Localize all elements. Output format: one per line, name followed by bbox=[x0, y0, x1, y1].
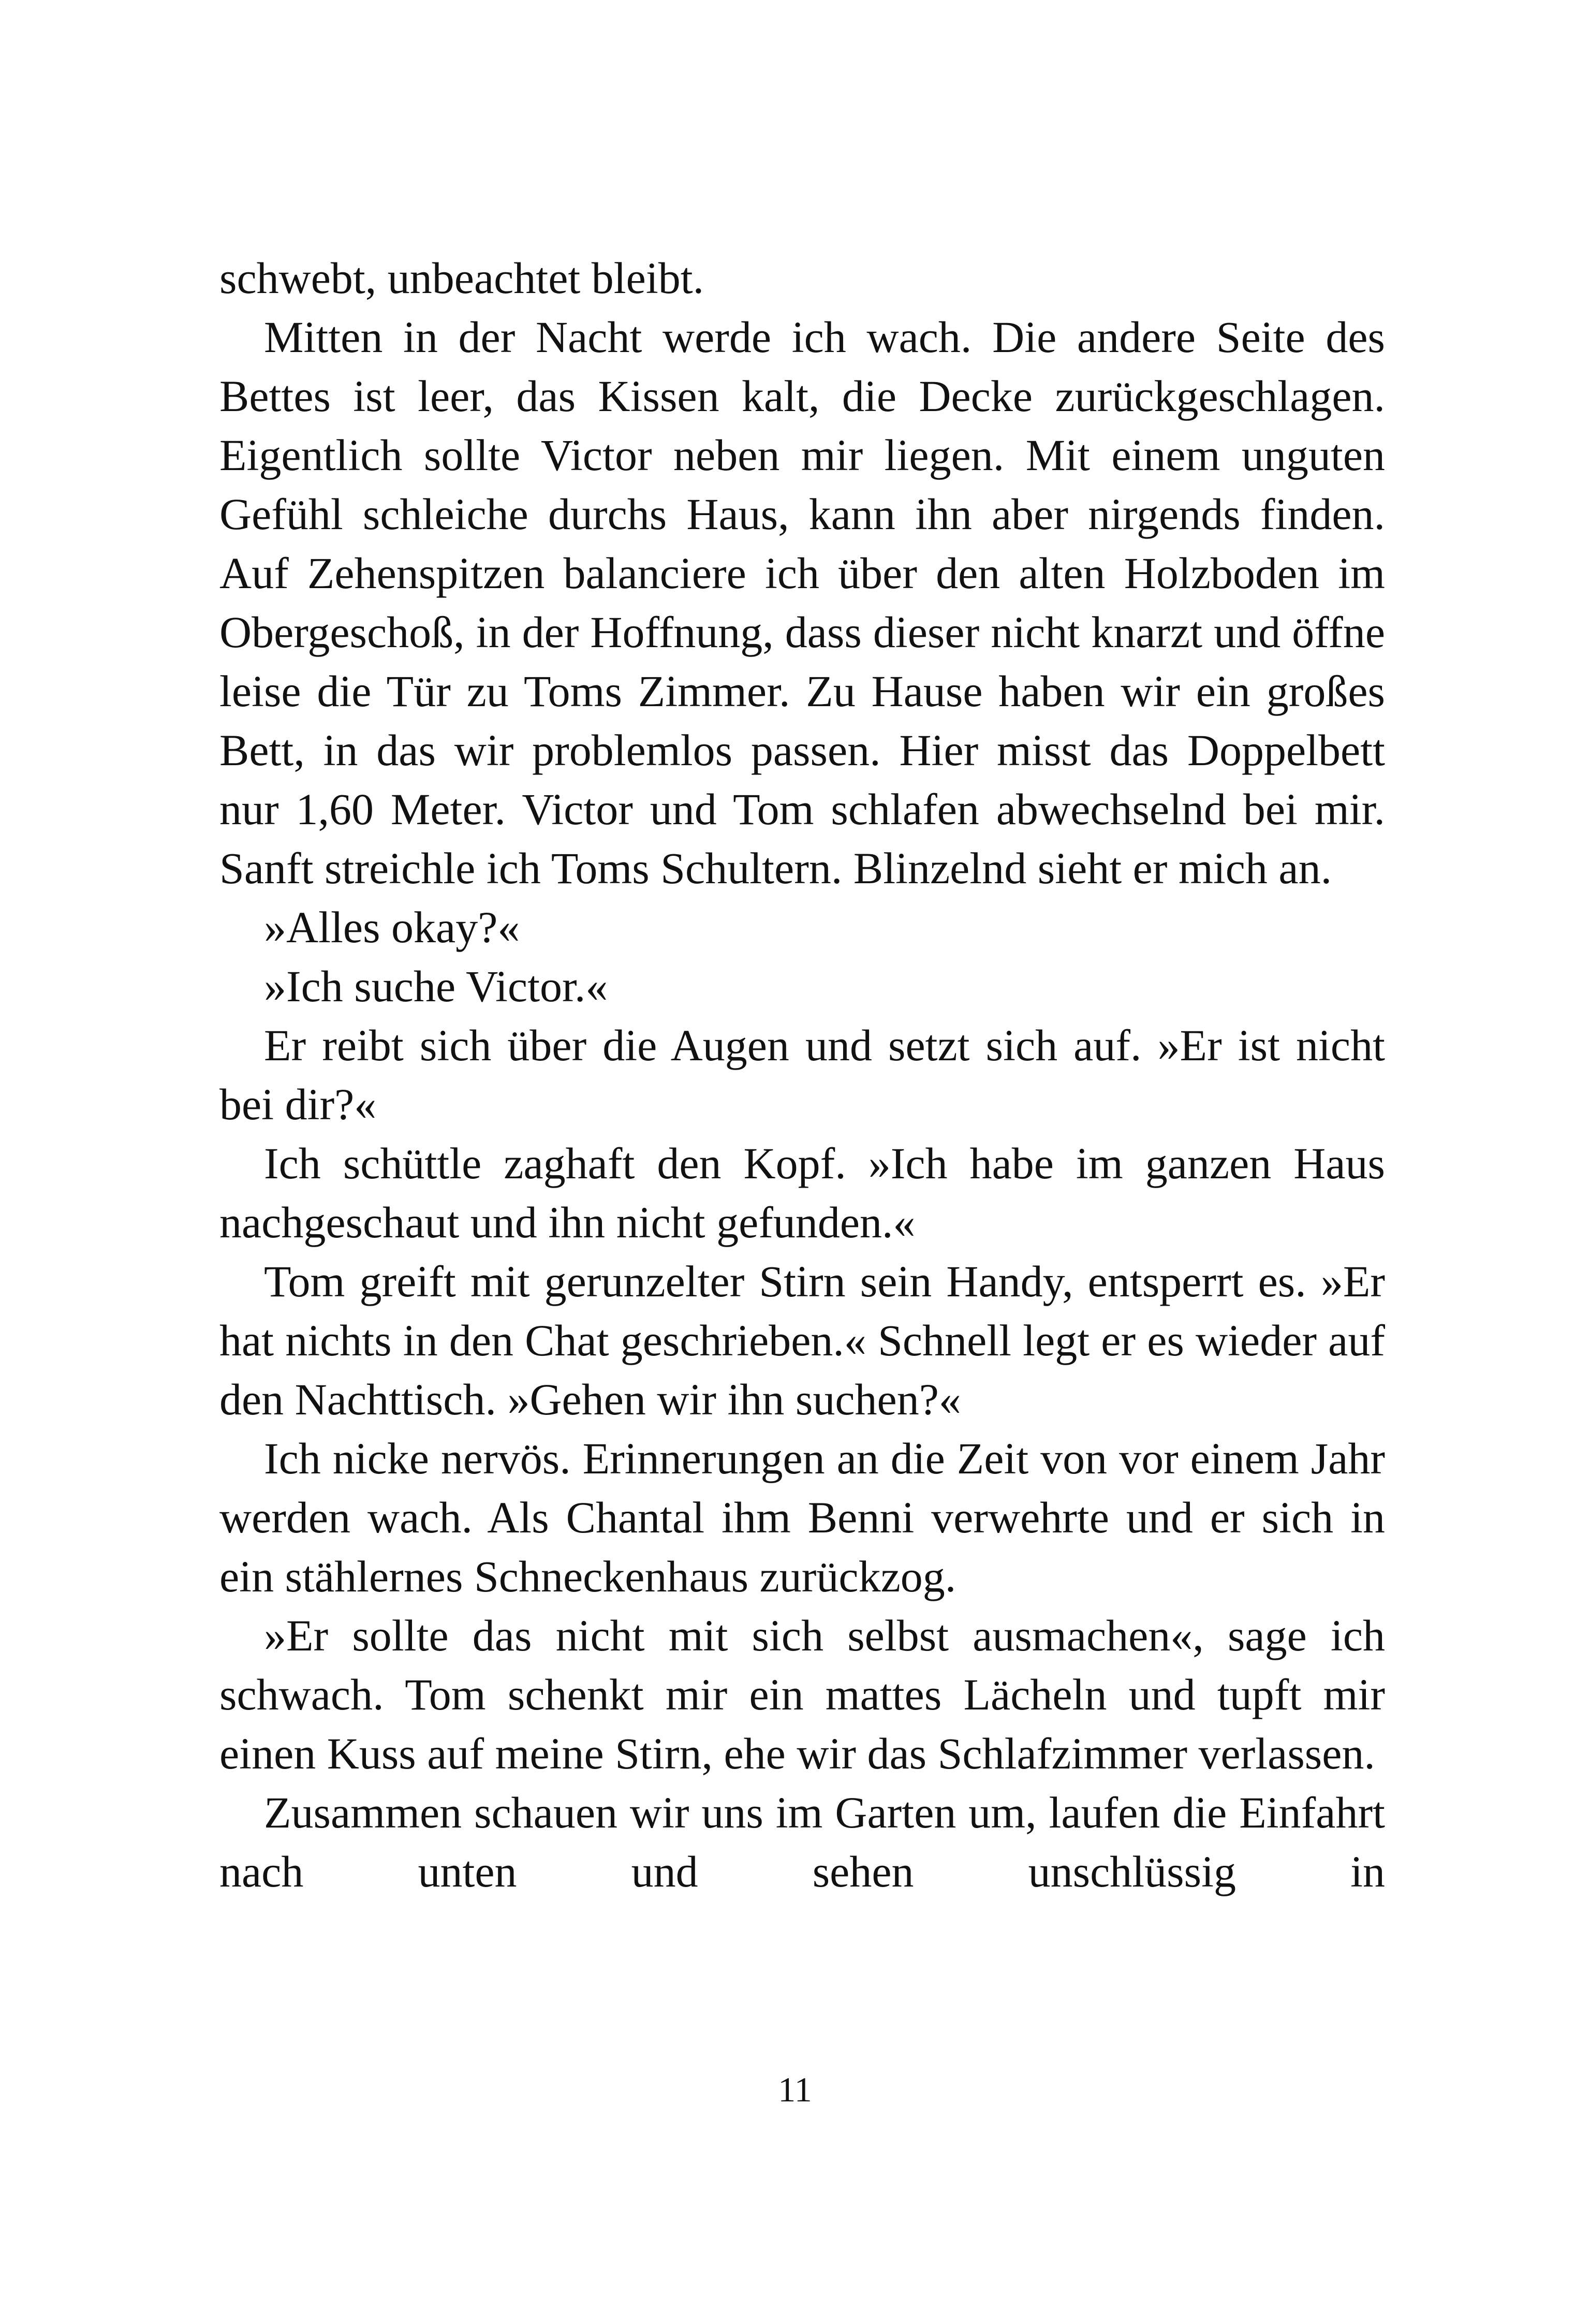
paragraph-4: »Ich suche Victor.« bbox=[264, 961, 608, 1011]
body-text bbox=[219, 249, 1385, 1901]
paragraph-6: Ich schüttle zaghaft den Kopf. »Ich habe im ganzen Haus nachgeschaut und ihn nicht gefunden.« bbox=[219, 1138, 1385, 1247]
paragraph-8: Ich nicke nervös. Erinnerungen an die Zeit von vor einem Jahr werden wach. Als Chantal ihm Benni verwehrte und er sich in ein stählernes Schneckenhaus zurückzog. bbox=[219, 1434, 1385, 1601]
paragraph-2: Mitten in der Nacht werde ich wach. Die andere Seite des Bettes ist leer, das Kissen kalt, die Decke zurückgeschlagen. Eigentlich sollte Victor neben mir liegen. Mit einem unguten Gefühl schleiche durchs Haus, kann ihn aber nirgends finden. Auf Zehenspitzen balanciere ich über den alten Holzboden im Obergeschoß, in der Hoffnung, dass dieser nicht knarzt und öffne leise die Tür zu Toms Zimmer. Zu Hause haben wir ein großes Bett, in das wir problemlos passen. Hier misst das Doppelbett nur 1,60 Meter. Victor und Tom schlafen abwechselnd bei mir. Sanft streichle ich Toms Schultern. Blinzelnd sieht er mich an. bbox=[219, 312, 1385, 893]
paragraph-5: Er reibt sich über die Augen und setzt sich auf. »Er ist nicht bei dir?« bbox=[219, 1020, 1385, 1129]
page-number: 11 bbox=[778, 2070, 812, 2109]
paragraph-7: Tom greift mit gerunzelter Stirn sein Handy, entsperrt es. »Er hat nichts in den Chat geschrieben.« Schnell legt er es wieder auf den Nachttisch. »Gehen wir ihn suchen?« bbox=[219, 1256, 1385, 1424]
paragraph-1: schwebt, unbeachtet bleibt. bbox=[219, 253, 704, 303]
paragraph-10: Zusammen schauen wir uns im Garten um, laufen die Einfahrt nach unten und sehen unschlüssig in bbox=[219, 1788, 1385, 1896]
paragraph-3: »Alles okay?« bbox=[264, 902, 520, 952]
paragraph-9: »Er sollte das nicht mit sich selbst ausmachen«, sage ich schwach. Tom schenkt mir ein mattes Lächeln und tupft mir einen Kuss auf meine Stirn, ehe wir das Schlafzimmer verlassen. bbox=[219, 1611, 1385, 1778]
